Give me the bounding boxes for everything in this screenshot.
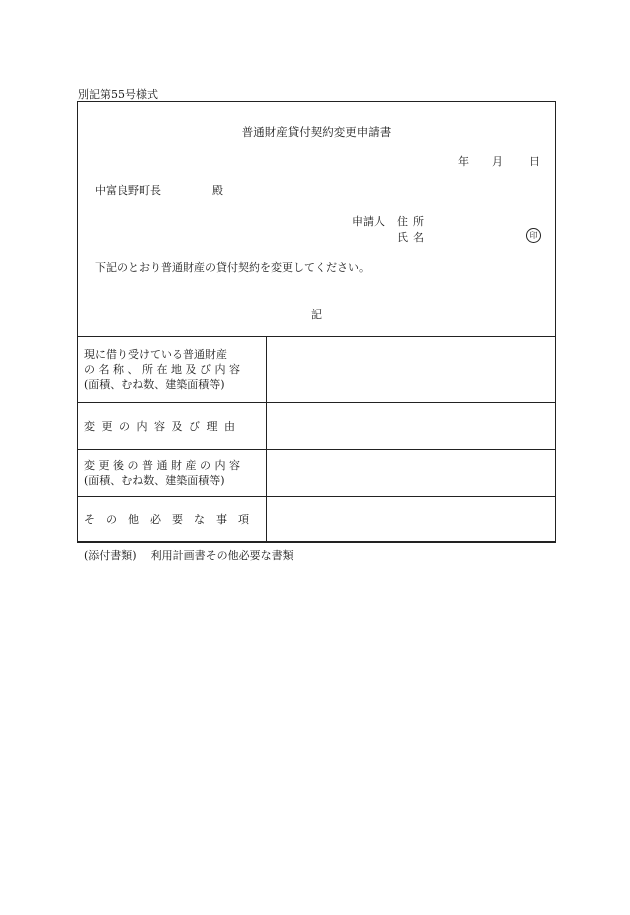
new-property-label bbox=[78, 450, 267, 497]
applicant-address-label: 住所 bbox=[397, 215, 429, 228]
details-table bbox=[77, 336, 556, 543]
date-day-label: 日 bbox=[529, 155, 540, 168]
application-form bbox=[77, 101, 556, 542]
request-statement: 下記のとおり普通財産の貸付契約を変更してください。 bbox=[95, 261, 370, 274]
applicant-label: 申請人 bbox=[352, 215, 385, 228]
applicant-name-label: 氏名 bbox=[397, 231, 429, 244]
form-title: 普通財産貸付契約変更申請書 bbox=[241, 125, 392, 139]
attachment-text: 利用計画書その他必要な書類 bbox=[150, 549, 294, 562]
attachment-label: (添付書類) bbox=[84, 549, 137, 562]
other-matters-label bbox=[78, 497, 267, 543]
label-line: 変 更 後 の 普 通 財 産 の 内 容 bbox=[84, 459, 240, 472]
date-year-label: 年 bbox=[458, 155, 469, 168]
label-line: (面積、むね数、建築面積等) bbox=[84, 474, 225, 487]
honorific: 殿 bbox=[212, 184, 223, 197]
label-line: 現に借り受けている普通財産 bbox=[84, 348, 227, 361]
form-number: 別記第55号様式 bbox=[78, 88, 158, 101]
current-property-field[interactable] bbox=[267, 337, 556, 403]
change-reason-field[interactable] bbox=[267, 403, 556, 450]
label-line: (面積、むね数、建築面積等) bbox=[84, 378, 225, 391]
current-property-label bbox=[78, 337, 267, 403]
ki-heading: 記 bbox=[311, 308, 322, 321]
new-property-field[interactable] bbox=[267, 450, 556, 497]
change-reason-label bbox=[78, 403, 267, 450]
table-row bbox=[78, 497, 556, 543]
attachment-note bbox=[84, 547, 294, 563]
table-row bbox=[78, 403, 556, 450]
label-line: その他必要な事項 bbox=[84, 513, 260, 526]
other-matters-field[interactable] bbox=[267, 497, 556, 543]
date-month-label: 月 bbox=[492, 155, 503, 168]
table-row bbox=[78, 450, 556, 497]
label-line: 変更の内容及び理由 bbox=[84, 419, 242, 433]
addressee: 中富良野町長 bbox=[95, 184, 161, 197]
seal-mark: 印 bbox=[526, 228, 541, 243]
table-row bbox=[78, 337, 556, 403]
label-line: の 名 称 、 所 在 地 及 び 内 容 bbox=[84, 363, 240, 376]
